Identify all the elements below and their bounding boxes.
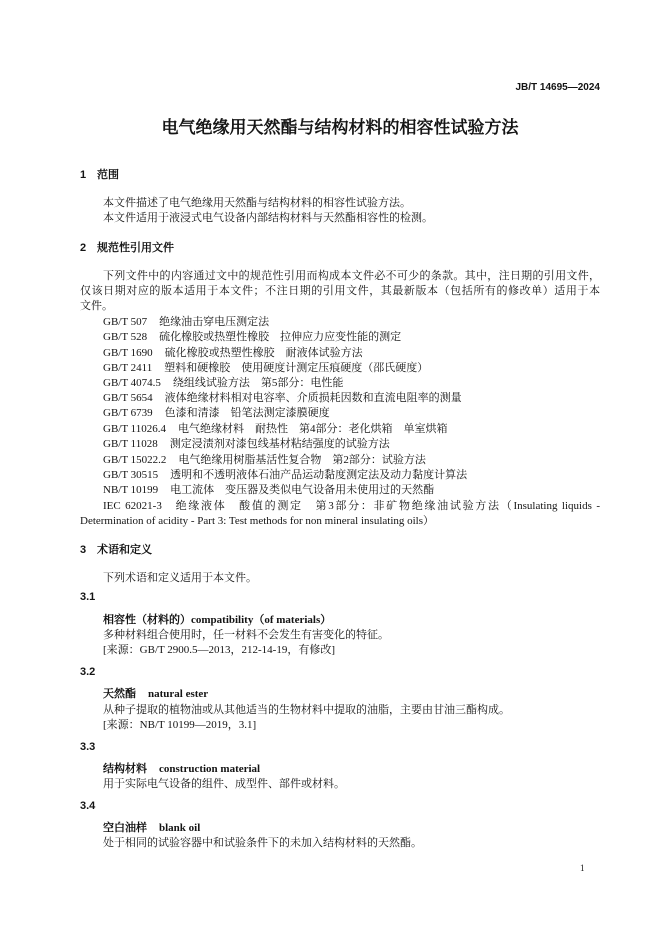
reference-title: 测定浸渍剂对漆包线基材粘结强度的试验方法 xyxy=(169,438,390,450)
reference-title: 电工流体 变压器及类似电气设备用未使用过的天然酯 xyxy=(170,484,435,496)
term-source: [来源：GB/T 2900.5—2013，212-14-19，有修改] xyxy=(103,644,336,656)
term-definition: 处于相同的试验容器中和试验条件下的未加入结构材料的天然酯。 xyxy=(103,837,422,849)
references-intro-line: 下列文件中的内容通过文中的规范性引用而构成本文件必不可少的条款。其中，注日期的引用文件， xyxy=(103,270,600,282)
reference-entry xyxy=(103,345,363,361)
section-heading-text: 术语和定义 xyxy=(97,544,152,556)
scope-paragraph: 本文件描述了电气绝缘用天然酯与结构材料的相容性试验方法。 xyxy=(103,197,411,209)
reference-entry xyxy=(103,498,600,514)
terms-intro: 下列术语和定义适用于本文件。 xyxy=(103,572,257,584)
section-heading-normative-references xyxy=(80,240,174,256)
term-heading xyxy=(103,820,200,836)
reference-code: GB/T 6739 xyxy=(103,407,153,419)
document-title: 电气绝缘用天然酯与结构材料的相容性试验方法 xyxy=(161,118,519,137)
reference-code: IEC 62021-3 xyxy=(103,500,162,512)
reference-title: 电气绝缘材料 耐热性 第4部分：老化烘箱 单室烘箱 xyxy=(177,423,448,435)
reference-code: GB/T 1690 xyxy=(103,347,153,359)
section-heading-text: 范围 xyxy=(97,169,119,181)
section-heading-text: 规范性引用文件 xyxy=(97,242,174,254)
term-definition: 多种材料组合使用时，任一材料不会发生有害变化的特征。 xyxy=(103,629,389,641)
reference-entry xyxy=(103,375,343,391)
term-heading xyxy=(103,686,208,702)
section-number: 2 xyxy=(80,242,87,254)
references-intro-line: 仅该日期对应的版本适用于本文件；不注日期的引用文件，其最新版本（包括所有的修改单）适用于本 xyxy=(80,285,600,297)
reference-code: GB/T 4074.5 xyxy=(103,377,161,389)
term-heading xyxy=(103,761,260,777)
reference-entry xyxy=(103,467,467,483)
reference-code: GB/T 30515 xyxy=(103,469,159,481)
reference-code: GB/T 15022.2 xyxy=(103,454,167,466)
reference-title: 绕组线试验方法 第5部分：电性能 xyxy=(172,377,344,389)
reference-title: 透明和不透明液体石油产品运动黏度测定法及动力黏度计算法 xyxy=(170,469,468,481)
term-zh: 空白油样 xyxy=(103,822,147,834)
reference-entry xyxy=(103,405,330,421)
term-number: 3.4 xyxy=(80,800,96,812)
term-en: construction material xyxy=(159,763,261,775)
reference-title-continued: Determination of acidity - Part 3: Test methods for non mineral insulating oils） xyxy=(80,515,435,527)
reference-title: 色漆和清漆 铅笔法测定漆膜硬度 xyxy=(164,407,330,419)
page-number: 1 xyxy=(580,863,585,873)
reference-code: NB/T 10199 xyxy=(103,484,159,496)
term-number: 3.2 xyxy=(80,666,96,678)
reference-title: 硫化橡胶或热塑性橡胶 耐液体试验方法 xyxy=(164,347,363,359)
term-definition: 从种子提取的植物油或从其他适当的生物材料中提取的油脂，主要由甘油三酯构成。 xyxy=(103,704,510,716)
reference-entry xyxy=(103,452,426,468)
reference-entry xyxy=(103,314,269,330)
reference-code: GB/T 2411 xyxy=(103,362,153,374)
reference-entry xyxy=(103,390,462,406)
section-heading-terms-and-definitions xyxy=(80,542,152,558)
term-definition: 用于实际电气设备的组件、成型件、部件或材料。 xyxy=(103,778,345,790)
term-zh: 相容性（材料的） xyxy=(103,614,191,626)
section-number: 1 xyxy=(80,169,87,181)
term-number: 3.3 xyxy=(80,741,96,753)
reference-title: 电气绝缘用树脂基活性复合物 第2部分：试验方法 xyxy=(178,454,426,466)
document-number: JB/T 14695—2024 xyxy=(515,82,600,93)
section-heading-scope xyxy=(80,167,119,183)
term-zh: 结构材料 xyxy=(103,763,147,775)
term-en: blank oil xyxy=(159,822,201,834)
scope-paragraph: 本文件适用于液浸式电气设备内部结构材料与天然酯相容性的检测。 xyxy=(103,212,433,224)
reference-code: GB/T 11028 xyxy=(103,438,158,450)
term-en: compatibility（of materials） xyxy=(191,614,332,626)
reference-entry xyxy=(103,421,447,437)
reference-entry xyxy=(103,329,401,345)
reference-title: 绝缘液体 酸值的测定 第3部分：非矿物绝缘油试验方法（Insulating liquids - xyxy=(173,500,600,512)
reference-entry xyxy=(103,436,390,452)
reference-code: GB/T 5654 xyxy=(103,392,153,404)
reference-code: GB/T 528 xyxy=(103,331,148,343)
reference-entry xyxy=(103,482,434,498)
section-number: 3 xyxy=(80,544,87,556)
references-intro-line: 文件。 xyxy=(80,300,113,312)
reference-title: 绝缘油击穿电压测定法 xyxy=(159,316,270,328)
reference-title: 塑料和硬橡胶 使用硬度计测定压痕硬度（邵氏硬度） xyxy=(164,362,429,374)
reference-code: GB/T 11026.4 xyxy=(103,423,166,435)
reference-title: 硫化橡胶或热塑性橡胶 拉伸应力应变性能的测定 xyxy=(159,331,402,343)
term-heading xyxy=(103,612,331,628)
reference-code: GB/T 507 xyxy=(103,316,148,328)
term-source: [来源：NB/T 10199—2019，3.1] xyxy=(103,719,257,731)
reference-title: 液体绝缘材料相对电容率、介质损耗因数和直流电阻率的测量 xyxy=(164,392,462,404)
term-number: 3.1 xyxy=(80,591,96,603)
term-zh: 天然酯 xyxy=(103,688,136,700)
term-en: natural ester xyxy=(148,688,209,700)
reference-entry xyxy=(103,360,428,376)
